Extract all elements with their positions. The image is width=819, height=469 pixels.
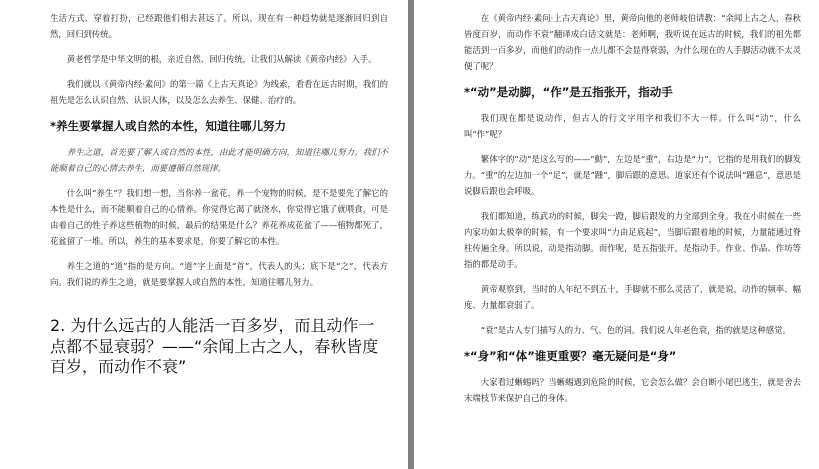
paragraph: “衰”是古人专门描写人的力、气、色的词。我们说人年老色衰，指的就是这种感觉。 — [480, 325, 791, 335]
section-heading: *养生要掌握人或自然的本性，知道往哪儿努力 — [50, 119, 287, 133]
paragraph: 我们现在都是说动作，但古人的行文字用字和我们不大一样。什么叫“动”，什么叫“作”呢？ — [464, 113, 801, 139]
paragraph: 我们都知道，练武功的时候，脚尖一蹬，脚后跟发的力全部到全身。我在小时候在一些内家功如太极拳的时候，有一个要求叫“力由足底起”，当脚后跟着地的时候，力量能通过脊柱传遍全身。所以说，动是指动脚。而作呢，是五指张开，是指动手。作业、作品、作坊等指的都是动手。 — [464, 211, 801, 269]
paragraph: 我们就以《黄帝内经·素问》的第一篇《上古天真论》为线索，看看在远古时期，我们的祖先是怎么认识自然、认识人体，以及怎么去养生、保健、治疗的。 — [50, 79, 388, 105]
chapter-heading: 2. 为什么远古的人能活一百多岁，而且动作一点都不显衰弱？——“余闻上古之人，春秋皆度百岁，而动作不衰” — [50, 316, 379, 376]
paragraph: 在《黄帝内经·素问·上古天真论》里，黄帝向他的老师岐伯请教：“余闻上古之人，春秋皆度百岁，而动作不衰”翻译成白话文就是：老师啊，我听说在远古的时候，我们的祖先都能活到一百多岁，而他们的动作一点儿都不会显得衰弱，为什么现在的人手脚活动就不太灵便了呢？ — [464, 13, 801, 71]
right-page — [414, 0, 819, 469]
paragraph: 养生之道的“道”指的是方向。“道”字上面是“首”，代表人的头；底下是“之”，代表方向。我们说的养生之道，就是要掌握人或自然的本性，知道往哪儿努力。 — [50, 261, 388, 287]
highlight-quote: 养生之道，首先要了解人或自然的本性，由此才能明确方向，知道往哪儿努力。我们不能顺着自己的心情去养生，而要遵循自然规律。 — [50, 147, 388, 173]
paragraph: 生活方式、穿着打扮，已经跟他们相去甚远了。所以，现在有一种趋势就是逐渐回归到自然，回归到传统。 — [50, 13, 388, 39]
section-heading: *“身”和“体”谁更重要？毫无疑问是“身” — [464, 349, 677, 363]
paragraph: 大家看过蜥蜴吗？当蜥蜴遇到危险的时候，它会怎么做？会自断小尾巴逃生，就是舍去末端枝节来保护自己的身体。 — [464, 377, 801, 403]
section-heading: *“动”是动脚，“作”是五指张开，指动手 — [464, 85, 673, 99]
paragraph: 什么叫“养生”？我们想一想，当你养一盆花，养一个宠物的时候，是不是要先了解它的本性是什么，而不能顺着自己的心情养。你觉得它渴了就浇水，你觉得它饿了就喂食，可是由着自己的性子养这些植物的时候，最后的结果是什么？养花养成花盆了——植物都死了，花盆留了一堆。所以，养生的基本要求是，你要了解它的本性。 — [50, 188, 388, 246]
paragraph: 黄老哲学是中华文明的根，亲近自然、回归传统，让我们从解读《黄帝内经》入手。 — [66, 54, 377, 64]
paragraph: 黄帝观察到，当时的人年纪不到五十，手脚就不那么灵活了，就是说，动作的频率、幅度、力量都衰弱了。 — [464, 284, 801, 310]
left-page — [0, 0, 408, 469]
paragraph: 繁体字的“动”是这么写的——“動”，左边是“重”，右边是“力”，它指的是用我们的脚发力。“重”的左边加一个“足”，就是“踵”，脚后跟的意思。道家还有个说法叫“踵息”，意思是说脚后跟也会呼吸。 — [464, 154, 801, 196]
